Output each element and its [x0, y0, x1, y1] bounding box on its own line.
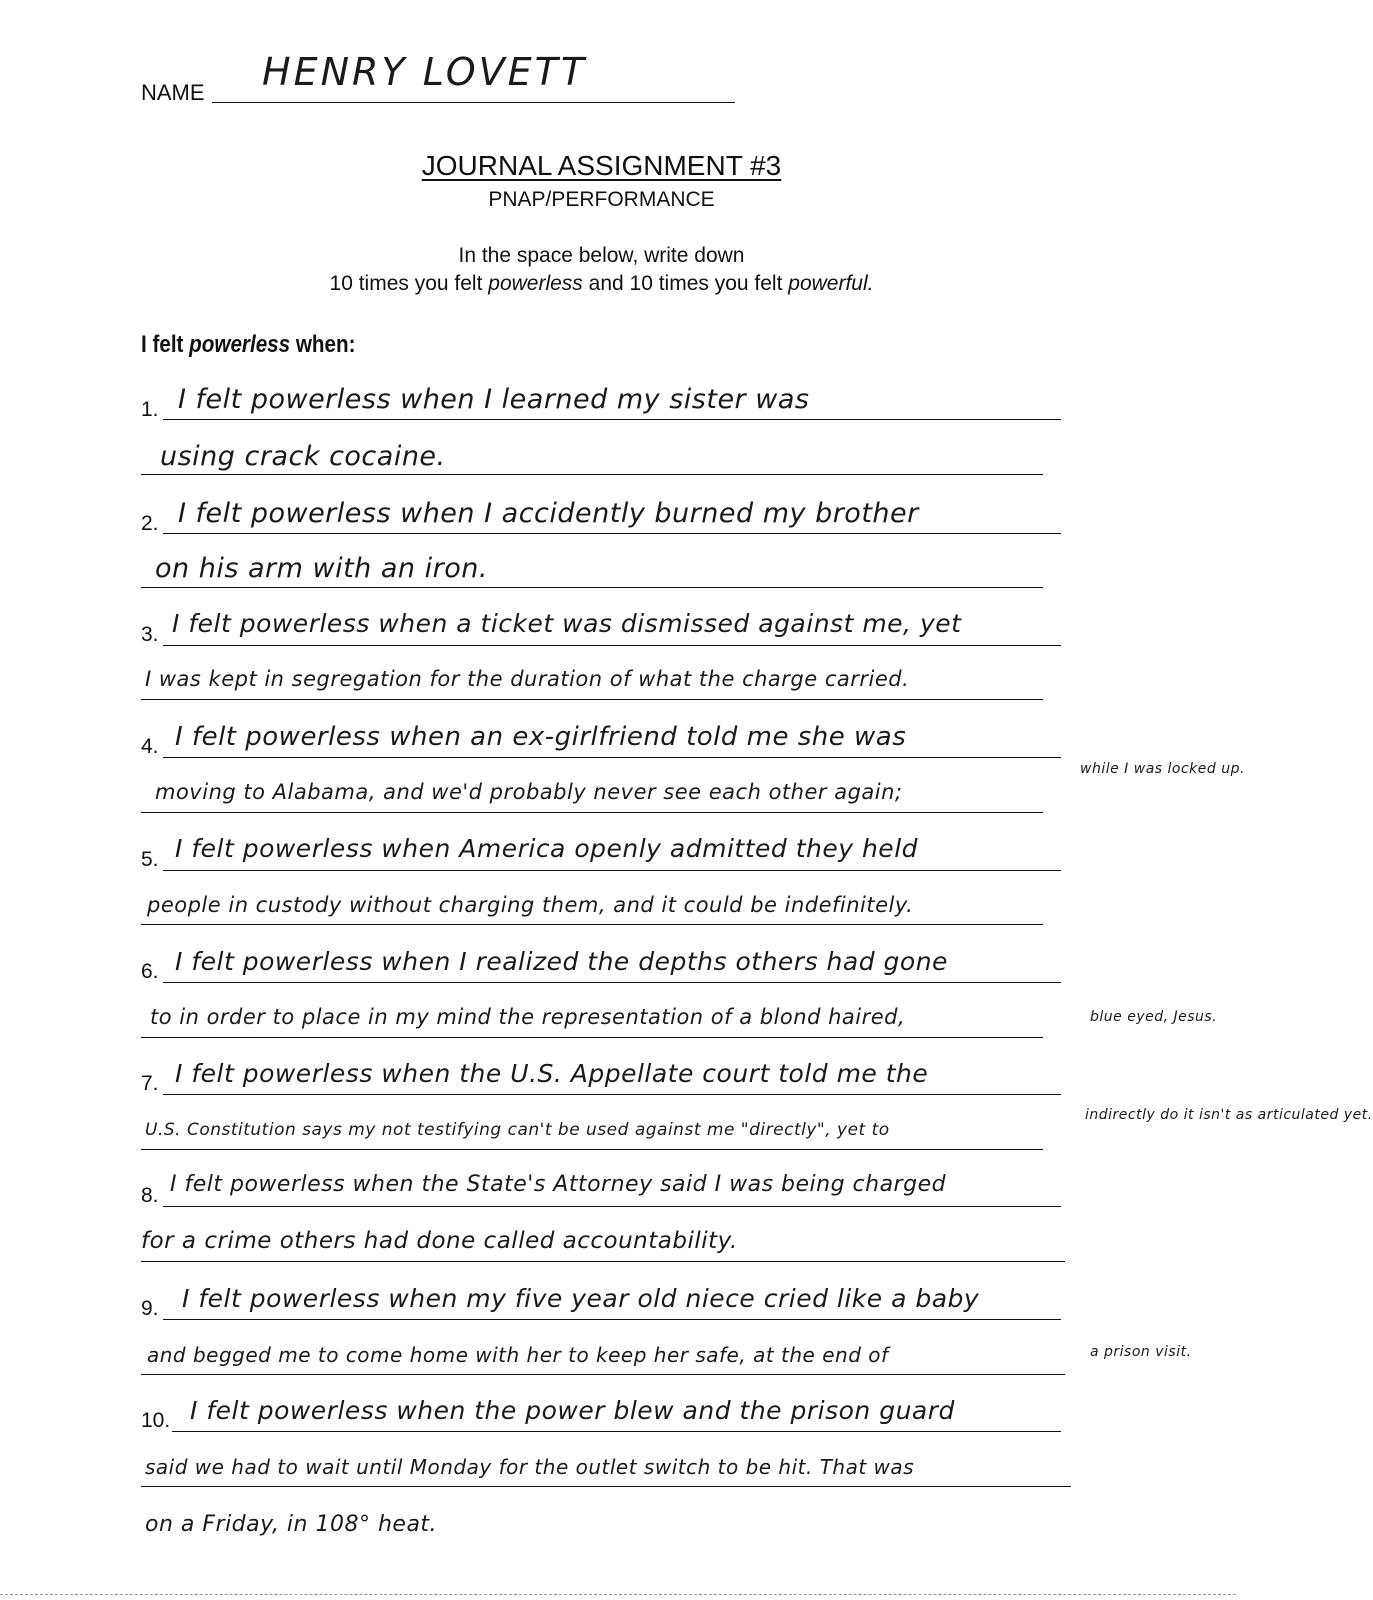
answer-line — [141, 1149, 1043, 1150]
entry-number: 3. — [141, 623, 159, 646]
entry-number: 2. — [141, 512, 159, 535]
answer-line — [141, 1261, 1065, 1262]
entry-text-line: I felt powerless when the State's Attorney said I was being charged — [170, 1172, 947, 1197]
entry-text-line: I felt powerless when I learned my sister was — [178, 384, 810, 415]
margin-note: indirectly do it isn't as articulated yet. — [1085, 1107, 1373, 1123]
answer-line — [141, 587, 1043, 588]
answer-line — [141, 1486, 1071, 1487]
entry-text-line: I felt powerless when the power blew and the prison guard — [190, 1396, 955, 1425]
entry-text-line: I felt powerless when I accidently burned my brother — [178, 498, 919, 529]
section-heading: I felt powerless when: — [141, 331, 356, 358]
entry-number: 9. — [141, 1297, 159, 1320]
entry-text-line: I felt powerless when the U.S. Appellate court told me the — [175, 1059, 929, 1088]
answer-line — [163, 982, 1061, 983]
entry-text-line: I felt powerless when a ticket was dismissed against me, yet — [172, 609, 962, 638]
answer-line — [141, 1374, 1065, 1375]
entry-text-line: said we had to wait until Monday for the outlet switch to be hit. That was — [145, 1455, 915, 1479]
entry-text-line: I felt powerless when I realized the depths others had gone — [175, 947, 948, 976]
answer-line — [163, 757, 1061, 758]
entry-text-line: I was kept in segregation for the duration of what the charge carried. — [145, 667, 910, 691]
margin-note: while I was locked up. — [1080, 761, 1245, 777]
name-value: HENRY LOVETT — [262, 50, 588, 94]
instruction-line-1: In the space below, write down — [458, 244, 745, 267]
name-underline — [212, 102, 735, 103]
entry-number: 1. — [141, 398, 159, 421]
entry-text-line: people in custody without charging them, and it could be indefinitely. — [147, 893, 914, 917]
page-edge — [0, 1594, 1236, 1595]
answer-line — [163, 1319, 1061, 1320]
entry-text-line: to in order to place in my mind the representation of a blond haired, — [150, 1005, 906, 1029]
answer-line — [163, 533, 1061, 534]
entry-number: 5. — [141, 848, 159, 871]
name-label: NAME — [141, 80, 205, 105]
entry-number: 4. — [141, 735, 159, 758]
entry-number: 7. — [141, 1072, 159, 1095]
margin-note: blue eyed, Jesus. — [1090, 1009, 1218, 1025]
entry-text-line: on his arm with an iron. — [155, 553, 488, 584]
entry-text-line: using crack cocaine. — [160, 441, 446, 472]
answer-line — [141, 812, 1043, 813]
instruction-line-2: 10 times you felt powerless and 10 times you felt powerful. — [329, 272, 874, 295]
page-subtitle: PNAP/PERFORMANCE — [488, 188, 715, 211]
answer-line — [141, 474, 1043, 475]
answer-line — [141, 924, 1043, 925]
entry-number: 6. — [141, 960, 159, 983]
answer-line — [141, 1037, 1043, 1038]
entry-text-line: I felt powerless when America openly admitted they held — [175, 834, 919, 863]
entry-number: 8. — [141, 1184, 159, 1207]
page-title: JOURNAL ASSIGNMENT #3 — [421, 150, 782, 181]
answer-line — [163, 645, 1061, 646]
entry-text-line: I felt powerless when my five year old niece cried like a baby — [182, 1284, 980, 1313]
entry-text-line: I felt powerless when an ex-girlfriend told me she was — [175, 722, 907, 752]
margin-note: a prison visit. — [1090, 1344, 1192, 1360]
entry-text-line: on a Friday, in 108° heat. — [145, 1512, 438, 1537]
answer-line — [141, 699, 1043, 700]
answer-line — [163, 1206, 1061, 1207]
entry-text-line: for a crime others had done called accountability. — [141, 1228, 738, 1254]
entry-text-line: and begged me to come home with her to keep her safe, at the end of — [147, 1343, 889, 1367]
answer-line — [163, 419, 1061, 420]
answer-line — [163, 1094, 1061, 1095]
answer-line — [172, 1431, 1061, 1432]
entry-text-line: moving to Alabama, and we'd probably never see each other again; — [155, 780, 903, 804]
entry-number: 10. — [141, 1409, 171, 1432]
entry-text-line: U.S. Constitution says my not testifying can't be used against me "directly", yet to — [145, 1120, 890, 1140]
answer-line — [163, 870, 1061, 871]
